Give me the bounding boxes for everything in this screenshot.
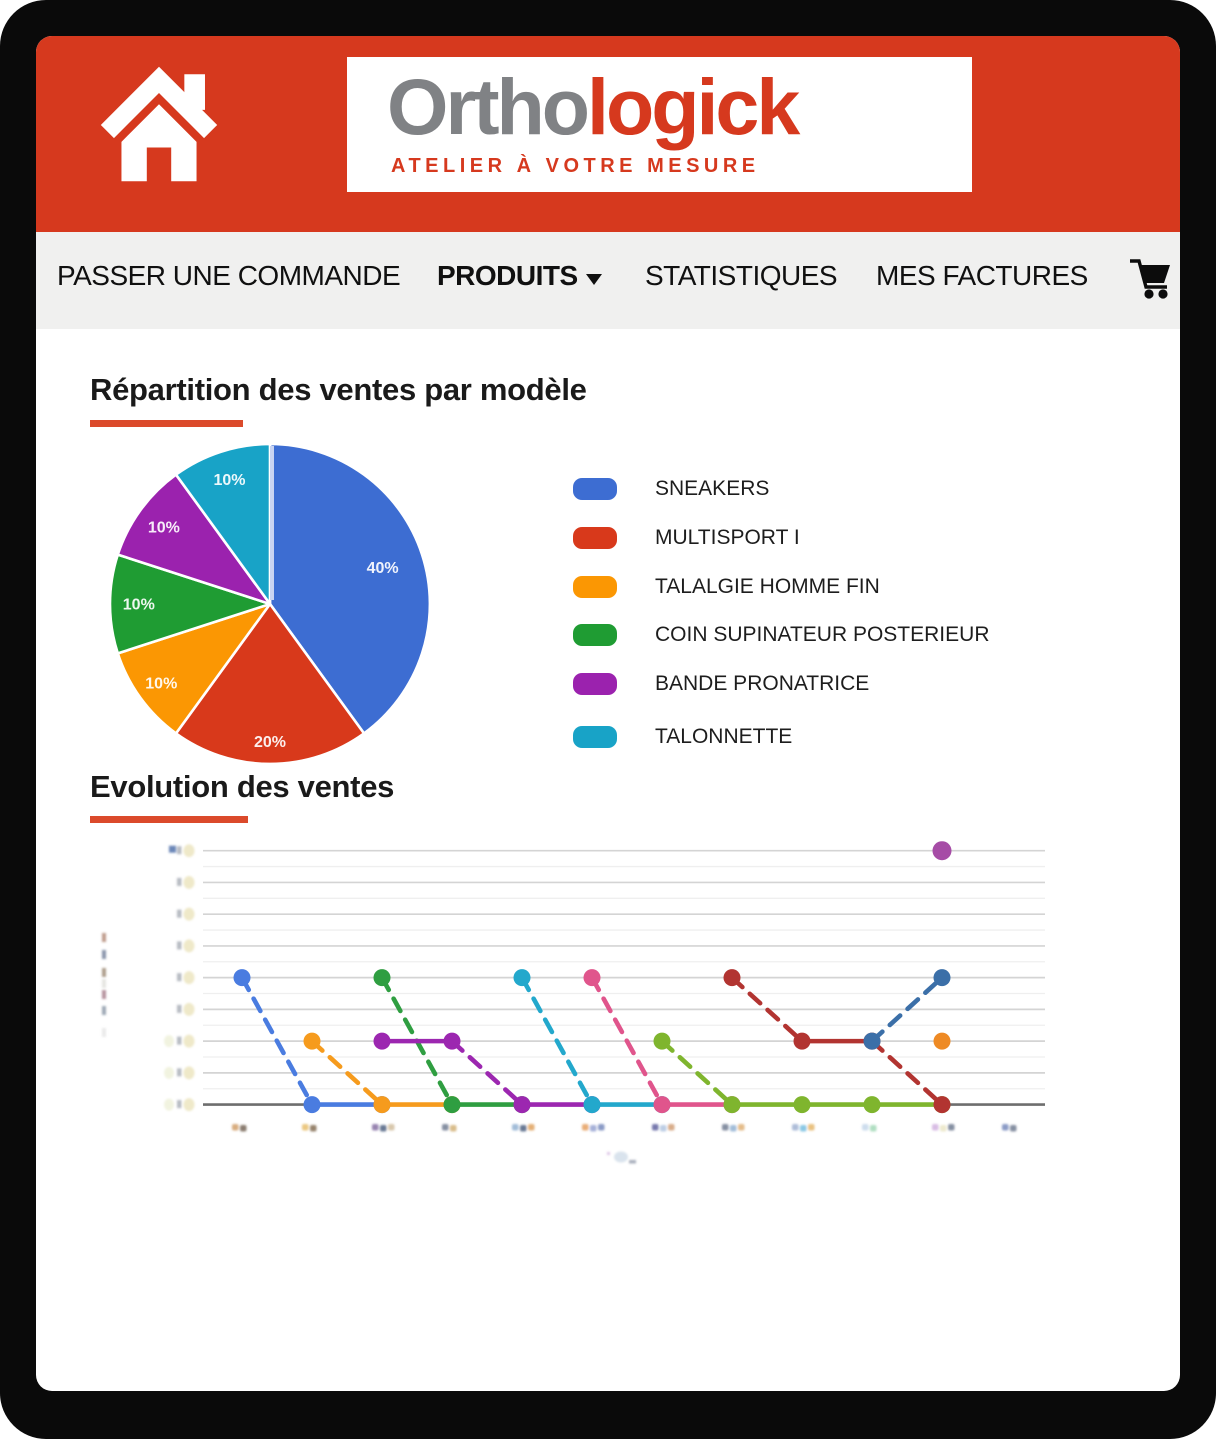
data-point: [864, 1096, 881, 1113]
data-point: [584, 1096, 601, 1113]
data-point: [934, 1096, 951, 1113]
data-point: [724, 1096, 741, 1113]
page: [36, 36, 1180, 1391]
pie-section-title: Répartition des ventes par modèle: [90, 372, 587, 407]
nav-item-passer-une-commande[interactable]: PASSER UNE COMMANDE: [57, 260, 401, 291]
logo-tagline: ATELIER À VOTRE MESURE: [391, 155, 760, 177]
data-point: [724, 969, 741, 986]
data-point: [304, 1096, 321, 1113]
x-axis-title-illegible: [607, 1152, 636, 1164]
data-point: [584, 969, 601, 986]
legend-swatch: [573, 726, 617, 748]
line-section-title: Evolution des ventes: [90, 769, 395, 804]
data-point: [374, 969, 391, 986]
data-point: [794, 1096, 811, 1113]
line-chart: [95, 838, 1105, 1183]
home-icon: [98, 60, 220, 188]
logo-text-ortho: Ortho: [387, 62, 588, 151]
pie-slice-percentage: 10%: [122, 596, 155, 614]
data-point: [654, 1033, 671, 1050]
pie-slice-percentage: 10%: [213, 471, 246, 489]
main-nav: [36, 232, 1180, 329]
data-point: [794, 1033, 811, 1050]
pie-slice-percentage: 20%: [253, 734, 287, 752]
x-axis-tick-labels-illegible: [232, 1124, 1017, 1132]
logo-text-logick: logick: [587, 62, 798, 151]
pie-title-underline: [90, 420, 243, 427]
data-point: [654, 1096, 671, 1113]
nav-item-statistiques[interactable]: STATISTIQUES: [645, 260, 838, 291]
y-axis-title-illegible: [102, 933, 106, 1037]
data-point: [304, 1033, 321, 1050]
cart-button[interactable]: [1128, 254, 1172, 304]
legend-label: BANDE PRONATRICE: [655, 672, 870, 695]
data-point: [933, 841, 952, 860]
data-point: [864, 1033, 881, 1050]
pie-chart: [95, 432, 455, 782]
legend-swatch: [573, 673, 617, 695]
y-axis-tick-labels-illegible: [164, 844, 195, 1111]
data-point: [374, 1096, 391, 1113]
pie-slice-percentage: 40%: [366, 560, 399, 577]
pie-slice-percentage: 10%: [145, 675, 178, 693]
chevron-down-icon: [586, 274, 602, 285]
legend-swatch: [573, 527, 617, 549]
line-series-serie-11: [934, 1033, 951, 1050]
nav-item-produits[interactable]: PRODUITS: [437, 260, 602, 292]
line-series-serie-10: [933, 841, 952, 860]
data-point: [514, 1096, 531, 1113]
home-button[interactable]: [98, 60, 220, 188]
legend-label: COIN SUPINATEUR POSTERIEUR: [655, 623, 990, 646]
data-point: [514, 969, 531, 986]
nav-item-mes-factures[interactable]: MES FACTURES: [876, 260, 1088, 291]
app-header: [36, 36, 1180, 232]
line-title-underline: [90, 816, 248, 823]
data-point: [934, 1033, 951, 1050]
data-point: [444, 1033, 461, 1050]
legend-label: TALALGIE HOMME FIN: [655, 575, 880, 598]
data-point: [234, 969, 251, 986]
logo-wordmark: [387, 59, 797, 155]
data-point: [444, 1096, 461, 1113]
legend-label: SNEAKERS: [655, 477, 770, 500]
pie-slices: [110, 444, 430, 764]
data-point: [934, 969, 951, 986]
logo[interactable]: [347, 57, 972, 192]
legend-swatch: [573, 576, 617, 598]
shopping-cart-icon: [1128, 254, 1172, 304]
legend-label: MULTISPORT I: [655, 526, 800, 549]
pie-slice-percentage: 10%: [147, 519, 180, 537]
data-point: [374, 1033, 391, 1050]
legend-label: TALONNETTE: [655, 725, 793, 748]
legend-swatch: [573, 624, 617, 646]
legend-swatch: [573, 478, 617, 500]
